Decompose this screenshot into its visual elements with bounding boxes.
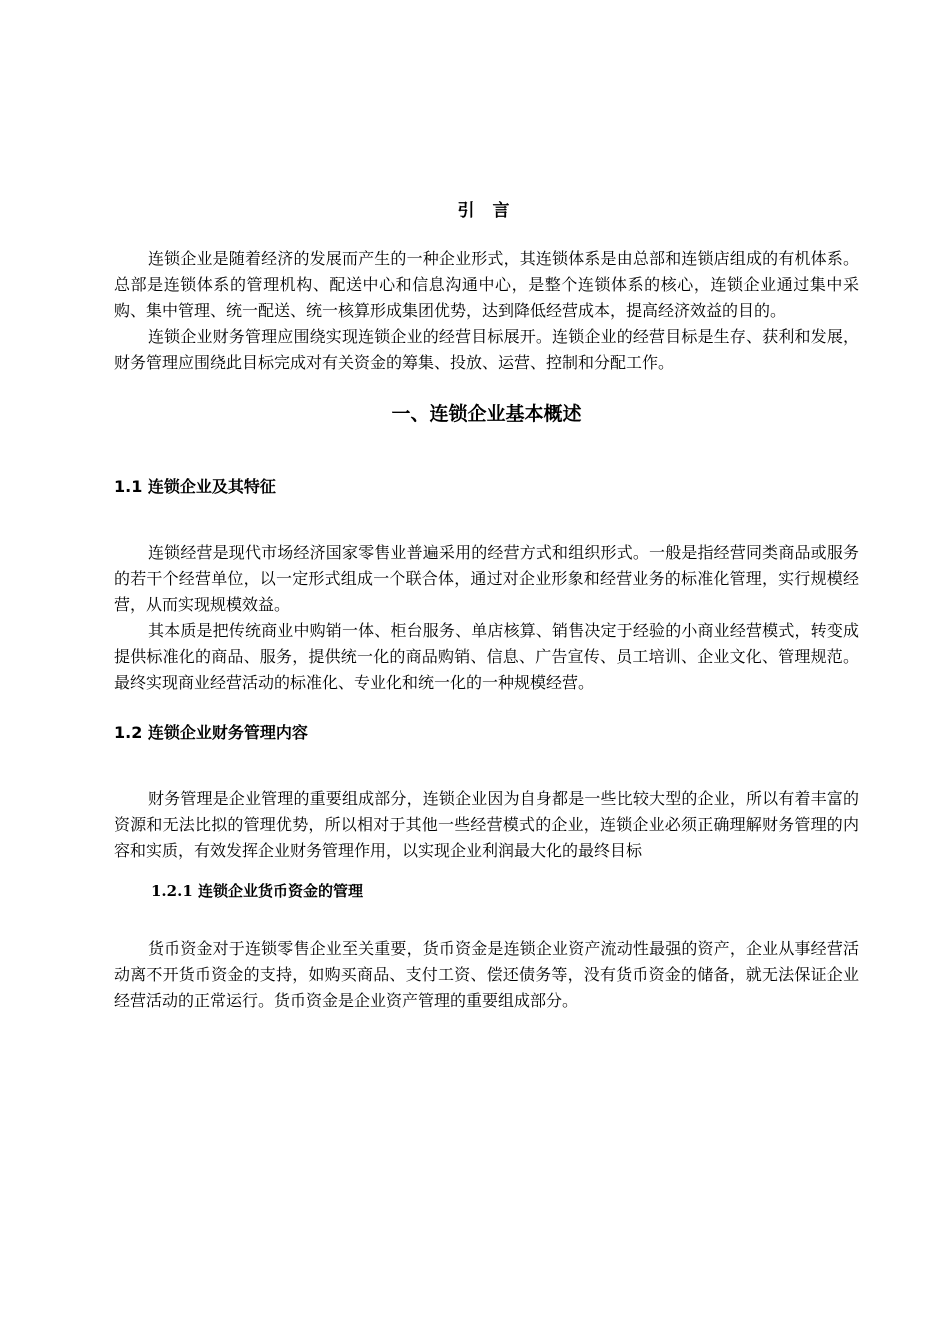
section-1-1-paragraph-2: 其本质是把传统商业中购销一体、柜台服务、单店核算、销售决定于经验的小商业经营模式，转变成提供标准化的商品、服务，提供统一化的商品购销、信息、广告宣传、员工培训、企业文化、管理规范。最终实现商业经营活动的标准化、专业化和统一化的一种规模经营。 <box>114 621 859 692</box>
section-1-1-paragraph-1: 连锁经营是现代市场经济国家零售业普遍采用的经营方式和组织形式。一般是指经营同类商品或服务的若干个经营单位，以一定形式组成一个联合体，通过对企业形象和经营业务的标准化管理，实行规模经营，从而实现规模效益。 <box>114 543 859 614</box>
section-1-2-1-title: 1.2.1 连锁企业货币资金的管理 <box>151 882 363 900</box>
section-1-1-title: 1.1 连锁企业及其特征 <box>114 477 276 496</box>
section-1-2-paragraph-1: 财务管理是企业管理的重要组成部分，连锁企业因为自身都是一些比较大型的企业，所以有着丰富的资源和无法比拟的管理优势，所以相对于其他一些经营模式的企业，连锁企业必须正确理解财务管理的内容和实质，有效发挥企业财务管理作用，以实现企业利润最大化的最终目标 <box>114 789 859 860</box>
document-body <box>114 200 859 1014</box>
section-1-2-title: 1.2 连锁企业财务管理内容 <box>114 723 308 742</box>
intro-paragraph-2: 连锁企业财务管理应围绕实现连锁企业的经营目标展开。连锁企业的经营目标是生存、获利和发展，财务管理应围绕此目标完成对有关资金的筹集、投放、运营、控制和分配工作。 <box>114 327 859 372</box>
intro-paragraph-1: 连锁企业是随着经济的发展而产生的一种企业形式，其连锁体系是由总部和连锁店组成的有机体系。总部是连锁体系的管理机构、配送中心和信息沟通中心，是整个连锁体系的核心，连锁企业通过集中采购、集中管理、统一配送、统一核算形成集团优势，达到降低经营成本，提高经济效益的目的。 <box>114 249 859 320</box>
intro-title: 引 言 <box>457 201 516 221</box>
section-1-2-1-paragraph-1: 货币资金对于连锁零售企业至关重要，货币资金是连锁企业资产流动性最强的资产，企业从事经营活动离不开货币资金的支持，如购买商品、支付工资、偿还债务等，没有货币资金的储备，就无法保证企业经营活动的正常运行。货币资金是企业资产管理的重要组成部分。 <box>114 939 859 1010</box>
chapter-1-title: 一、连锁企业基本概述 <box>391 403 582 425</box>
